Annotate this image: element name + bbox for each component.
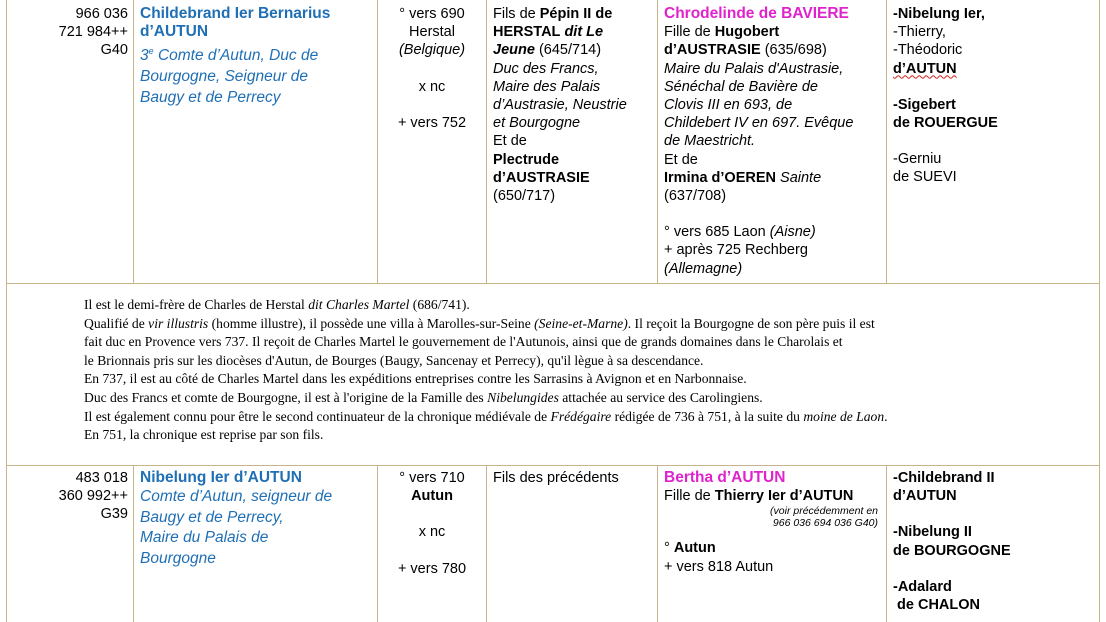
child-entry: de SUEVI [893, 169, 957, 186]
parents-cell: Fils de Pépin II de HERSTAL dit Le Jeune (645/714) Duc des Francs, Maire des Palais d’Austrasie, Neustrie et Bourgogne Et de Plectrude d’AUSTRASIE (650/717) [493, 6, 627, 205]
child-entry: de ROUERGUE [893, 115, 998, 132]
children-cell [893, 5, 1097, 187]
sosa-number: 483 018 360 992++ G39 [58, 470, 128, 523]
grid-line [657, 465, 658, 622]
child-entry: -Nibelung Ier, [893, 6, 985, 22]
grid-line [6, 283, 1100, 284]
grid-line [6, 465, 1100, 466]
person-title: 3e Comte d’Autun, Duc de Bourgogne, Seigneur de Baugy et de Perrecy [140, 46, 319, 106]
grid-line [133, 0, 134, 283]
birth-region: (Belgique) [398, 42, 466, 59]
grid-line [657, 0, 658, 283]
dates-cell [378, 5, 486, 132]
biography-note: Il est le demi-frère de Charles de Herstal dit Charles Martel (686/741). Qualifié de vir illustris (homme illustre), il possède une villa à Marolles-sur-Seine (Seine-et-Marne). Il reçoit la Bourgogne de son père puis il est fait duc en Provence vers 737. Il reçoit de Charles Martel le gouvernement de l'Autunois, ainsi que de grands domaines dans le Charolais et le Brionnais pris sur les diocèses d'Autun, de Bourges (Baugy, Sancenay et Perrecy), qu'il lègue à sa descendance. En 737, il est au côté de Charles Martel dans les expéditions entreprises contre les Sarrasins à Avignon et en Narbonnaise. Duc des Francs et comte de Bourgogne, il est à l'origine de la Famille des Nibelungides attachée au service des Carolingiens. Il est également connu pour être le second continuateur de la chronique médiévale de Frédégaire rédigée de 736 à 751, à la suite du moine de Laon. En 751, la chronique est reprise par son fils. [84, 297, 888, 443]
person-cell [140, 469, 376, 569]
birth-place: Herstal [409, 24, 455, 41]
birth-date: ° vers 690 [399, 6, 465, 22]
spouse-cell: Chrodelinde de BAVIERE Fille de Hugobert d’AUSTRASIE (635/698) Maire du Palais d'Austrasie, Sénéchal de Bavière de Clovis III en 693, de Childebert IV en 697. Evêque de Maestricht. Et de Irmina d’OEREN Sainte (637/708) ° vers 685 Laon (Aisne) + après 725 Rechberg (Allemagne) [664, 5, 886, 278]
child-entry: d’AUTUN [893, 488, 957, 505]
grid-line [133, 465, 134, 622]
grid-line [6, 0, 7, 622]
child-entry: de BOURGOGNE [893, 542, 1011, 559]
grid-line [486, 0, 487, 283]
birth-place: Autun [411, 488, 453, 505]
person-name: Childebrand Ier Bernarius d’AUTUN [140, 5, 331, 41]
child-entry: -Thierry, [893, 24, 946, 41]
child-entry: de CHALON [893, 597, 980, 614]
person-name: Nibelung Ier d’AUTUN [140, 469, 302, 486]
child-entry: -Adalard [893, 578, 952, 595]
child-entry: -Sigebert [893, 96, 956, 113]
person-title: Comte d’Autun, seigneur de Baugy et de Perrecy, Maire du Palais de Bourgogne [140, 488, 333, 567]
grid-line [886, 0, 887, 283]
parents-cell: Fils des précédents [493, 470, 619, 486]
dates-cell [378, 469, 486, 578]
spouse-name: Chrodelinde de BAVIERE [664, 5, 849, 22]
child-entry: d’AUTUN [893, 60, 957, 77]
death-date: + vers 752 [397, 114, 467, 131]
person-cell [140, 5, 376, 108]
grid-line [486, 465, 487, 622]
marriage: x nc [418, 524, 446, 541]
child-entry: -Gerniu [893, 151, 942, 168]
spouse-cell: Bertha d’AUTUN Fille de Thierry Ier d’AUTUN (voir précédemment en 966 036 694 036 G40) ° Autun + vers 818 Autun [664, 469, 878, 575]
child-entry: -Théodoric [893, 42, 963, 59]
grid-line [1099, 0, 1100, 622]
grid-line [886, 465, 887, 622]
death-date: + vers 780 [397, 560, 467, 577]
child-entry: -Childebrand II [893, 470, 995, 486]
birth-date: ° vers 710 [399, 470, 465, 486]
spouse-name: Bertha d’AUTUN [664, 469, 786, 486]
marriage: x nc [418, 78, 446, 95]
child-entry: -Nibelung II [893, 524, 972, 541]
children-cell [893, 469, 1097, 614]
sosa-number: 966 036 721 984++ G40 [58, 6, 128, 59]
